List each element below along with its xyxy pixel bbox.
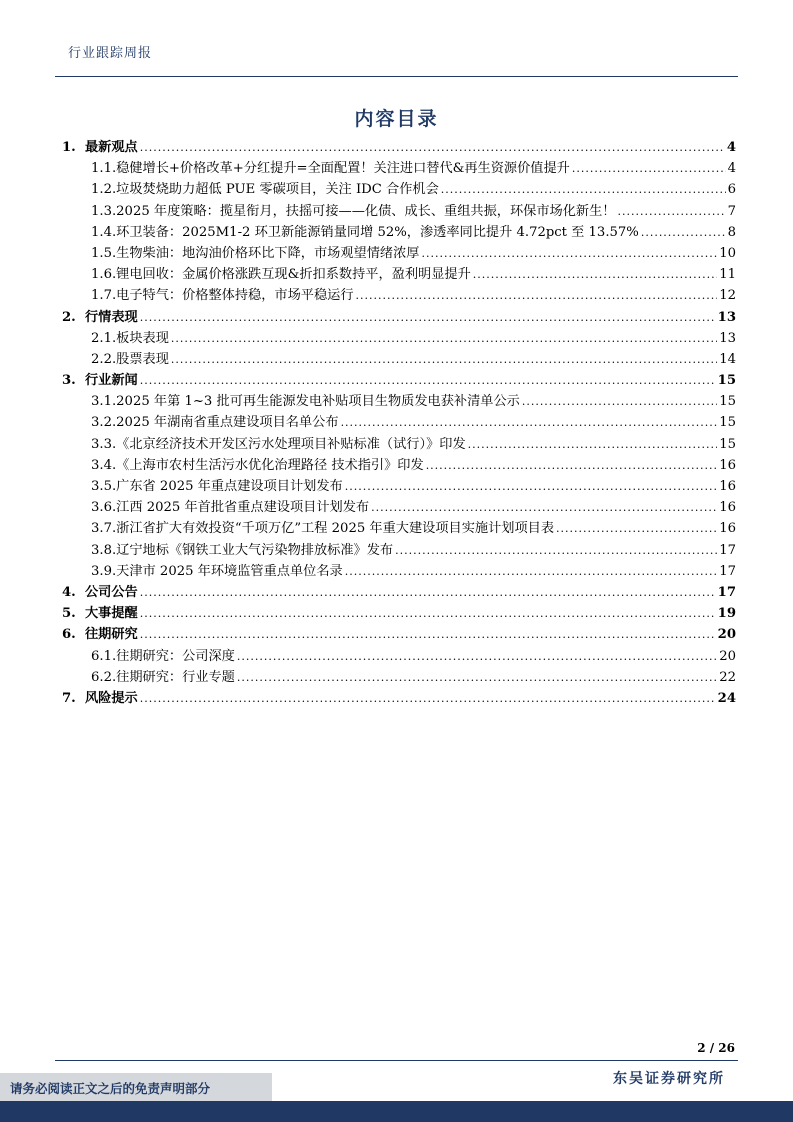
toc-dot-leader (421, 243, 717, 264)
toc-entry-page[interactable]: 22 (719, 669, 736, 685)
toc-entry[interactable] (62, 391, 736, 412)
toc-entry-title[interactable]: 电子特气：价格整体持稳，市场平稳运行 (116, 288, 354, 304)
toc-entry-title[interactable]: 2025 年度策略：揽星衔月，扶摇可接——化债、成长、重组共振，环保市场化新生！ (116, 203, 616, 219)
toc-dot-leader (641, 222, 726, 243)
toc-entry[interactable] (62, 137, 736, 158)
toc-title: 内容目录 (354, 108, 439, 130)
toc-dot-leader (395, 540, 717, 561)
toc-entry-title[interactable]: 板块表现 (116, 330, 169, 346)
toc-dot-leader (140, 688, 716, 709)
toc-dot-leader (140, 370, 716, 391)
toc-entry[interactable] (62, 264, 736, 285)
toc-entry-number: 2.2. (91, 351, 117, 367)
toc-entry-page[interactable]: 13 (719, 330, 736, 346)
toc-entry-number: 3.8. (91, 542, 117, 558)
toc-entry-page[interactable]: 6 (727, 182, 736, 198)
toc-entry-title[interactable]: 《上海市农村生活污水优化治理路径 技术指引》印发 (116, 457, 424, 473)
toc-entry-title[interactable]: 天津市 2025 年环境监管重点单位名录 (116, 563, 343, 579)
table-of-contents (62, 137, 736, 709)
toc-entry-number: 3.2. (91, 415, 117, 431)
toc-entry[interactable] (62, 476, 736, 497)
toc-entry-page[interactable]: 10 (719, 245, 736, 261)
toc-entry-page[interactable]: 20 (717, 627, 736, 643)
header-divider (55, 76, 738, 77)
toc-dot-leader (237, 646, 717, 667)
toc-entry-title[interactable]: 稳健增长+价格改革+分红提升=全面配置！关注进口替代&再生资源价值提升 (116, 161, 570, 177)
toc-dot-leader (371, 497, 717, 518)
toc-entry-number: 1.2. (91, 182, 117, 198)
toc-entry[interactable] (62, 582, 736, 603)
toc-entry-number: 3.7. (91, 521, 117, 537)
toc-entry[interactable] (62, 624, 736, 645)
toc-dot-leader (345, 561, 717, 582)
toc-entry-page[interactable]: 13 (717, 309, 736, 325)
toc-entry[interactable] (62, 179, 736, 200)
toc-entry[interactable] (62, 455, 736, 476)
toc-entry-page[interactable]: 14 (719, 351, 736, 367)
toc-entry-page[interactable]: 4 (726, 140, 736, 155)
toc-entry-title[interactable]: 行业新闻 (85, 373, 138, 389)
toc-dot-leader (140, 582, 716, 603)
disclaimer-text: 请务必阅读正文之后的免责声明部分 (10, 1081, 211, 1096)
toc-entry-title[interactable]: 环卫装备：2025M1-2 环卫新能源销量同增 52%，渗透率同比提升 4.72pct 至 13.57% (116, 224, 639, 240)
toc-entry-number: 1.6. (91, 267, 117, 283)
toc-entry-number: 1.3. (91, 203, 117, 219)
toc-entry-title[interactable]: 公司公告 (85, 584, 138, 600)
toc-entry-number: 1.1. (91, 161, 117, 177)
toc-dot-leader (171, 328, 717, 349)
toc-dot-leader (140, 624, 716, 645)
company-name: 东吴证券研究所 (613, 1071, 725, 1087)
toc-entry[interactable] (62, 688, 736, 709)
header-title: 行业跟踪周报 (68, 46, 153, 61)
toc-entry[interactable] (62, 497, 736, 518)
toc-entry-title[interactable]: 往期研究：行业专题 (116, 669, 235, 685)
toc-dot-leader (618, 201, 726, 222)
toc-entry-page[interactable]: 19 (717, 606, 736, 622)
toc-entry-number: 5. (62, 606, 76, 622)
toc-dot-leader (572, 158, 726, 179)
toc-entry-title[interactable]: 大事提醒 (85, 606, 138, 622)
toc-dot-leader (522, 391, 717, 412)
toc-entry[interactable] (62, 646, 736, 667)
toc-entry-number: 6. (62, 627, 76, 643)
toc-entry[interactable] (62, 518, 736, 539)
footer-bar (0, 1101, 793, 1122)
toc-entry-number: 1.5. (91, 245, 117, 261)
toc-dot-leader (341, 412, 718, 433)
toc-entry-title[interactable]: 行情表现 (85, 309, 138, 325)
toc-entry-page[interactable]: 15 (717, 373, 736, 389)
toc-entry[interactable] (62, 328, 736, 349)
toc-entry-number: 1.7. (91, 288, 117, 304)
footer-divider (55, 1060, 738, 1061)
toc-entry-number: 4. (62, 584, 76, 600)
toc-entry-number: 3.9. (91, 563, 117, 579)
toc-entry[interactable] (62, 561, 736, 582)
toc-entry-number: 6.2. (91, 669, 117, 685)
toc-entry[interactable] (62, 158, 736, 179)
toc-dot-leader (140, 603, 716, 624)
toc-entry-number: 6.1. (91, 648, 117, 664)
toc-dot-leader (140, 137, 725, 158)
toc-entry[interactable] (62, 434, 736, 455)
toc-entry-title[interactable]: 股票表现 (116, 351, 169, 367)
toc-entry-number: 1. (62, 140, 76, 155)
toc-entry-page[interactable]: 15 (719, 415, 736, 431)
toc-dot-leader (468, 434, 718, 455)
toc-entry-title[interactable]: 浙江省扩大有效投资“千项万亿”工程 2025 年重大建设项目实施计划项目表 (116, 521, 555, 537)
toc-entry-page[interactable]: 24 (717, 690, 736, 706)
toc-entry[interactable] (62, 243, 736, 264)
toc-entry-title[interactable]: 最新观点 (85, 140, 138, 155)
toc-entry-title[interactable]: 锂电回收：金属价格涨跌互现&折扣系数持平，盈利明显提升 (116, 267, 471, 283)
toc-entry-title[interactable]: 《北京经济技术开发区污水处理项目补贴标准（试行）》印发 (116, 436, 466, 452)
toc-entry-page[interactable]: 17 (717, 584, 736, 600)
toc-entry-number: 3.5. (91, 479, 117, 494)
toc-entry-title[interactable]: 广东省 2025 年重点建设项目计划发布 (116, 479, 343, 494)
toc-entry-title[interactable]: 往期研究 (85, 627, 138, 643)
toc-dot-leader (426, 455, 718, 476)
toc-entry-number: 7. (62, 690, 76, 706)
toc-entry-page[interactable]: 16 (719, 500, 736, 516)
toc-entry-number: 3.1. (91, 394, 117, 410)
toc-entry-page[interactable]: 11 (719, 267, 736, 283)
page-number: 2 / 26 (697, 1041, 735, 1055)
toc-entry-number: 2. (62, 309, 76, 325)
toc-entry-page[interactable]: 7 (727, 203, 736, 219)
toc-dot-leader (171, 349, 717, 370)
toc-entry[interactable] (62, 201, 736, 222)
toc-entry-title[interactable]: 往期研究：公司深度 (116, 648, 235, 664)
toc-entry-number: 3. (62, 373, 76, 389)
toc-entry-number: 3.6. (91, 500, 117, 516)
toc-entry[interactable] (62, 370, 736, 391)
toc-entry-title[interactable]: 生物柴油：地沟油价格环比下降，市场观望情绪浓厚 (116, 245, 420, 261)
toc-entry-page[interactable]: 15 (719, 394, 736, 410)
toc-entry-page[interactable]: 16 (719, 457, 736, 473)
toc-dot-leader (356, 285, 718, 306)
toc-entry-number: 2.1. (91, 330, 117, 346)
toc-entry-number: 3.4. (91, 457, 117, 473)
toc-entry[interactable] (62, 603, 736, 624)
toc-entry[interactable] (62, 540, 736, 561)
toc-entry-page[interactable]: 8 (727, 224, 736, 240)
disclaimer-banner (0, 1073, 272, 1101)
toc-entry-title[interactable]: 风险提示 (85, 690, 138, 706)
toc-entry-title[interactable]: 2025 年第 1~3 批可再生能源发电补贴项目生物质发电获补清单公示 (116, 394, 520, 410)
toc-dot-leader (140, 307, 716, 328)
toc-entry-number: 3.3. (91, 436, 117, 452)
toc-entry-page[interactable]: 12 (719, 288, 736, 304)
toc-entry-title[interactable]: 垃圾焚烧助力超低 PUE 零碳项目，关注 IDC 合作机会 (116, 182, 439, 198)
toc-entry-page[interactable]: 20 (719, 648, 736, 664)
toc-entry-title[interactable]: 2025 年湖南省重点建设项目名单公布 (116, 415, 339, 431)
toc-entry[interactable] (62, 667, 736, 688)
toc-entry[interactable] (62, 222, 736, 243)
toc-entry-number: 1.4. (91, 224, 117, 240)
toc-entry-page[interactable]: 4 (727, 161, 736, 177)
toc-dot-leader (556, 518, 717, 539)
toc-entry-page[interactable]: 17 (719, 563, 736, 579)
toc-dot-leader (237, 667, 717, 688)
toc-dot-leader (473, 264, 717, 285)
toc-entry-page[interactable]: 16 (719, 479, 736, 494)
toc-dot-leader (441, 179, 726, 200)
toc-entry-title[interactable]: 江西 2025 年首批省重点建设项目计划发布 (116, 500, 370, 516)
toc-dot-leader (345, 476, 717, 497)
toc-entry[interactable] (62, 349, 736, 370)
toc-entry-page[interactable]: 15 (719, 436, 736, 452)
toc-entry[interactable] (62, 412, 736, 433)
toc-entry-page[interactable]: 17 (719, 542, 736, 558)
toc-entry-title[interactable]: 辽宁地标《钢铁工业大气污染物排放标准》发布 (116, 542, 394, 558)
toc-entry-page[interactable]: 16 (719, 521, 736, 537)
toc-entry[interactable] (62, 307, 736, 328)
toc-entry[interactable] (62, 285, 736, 306)
